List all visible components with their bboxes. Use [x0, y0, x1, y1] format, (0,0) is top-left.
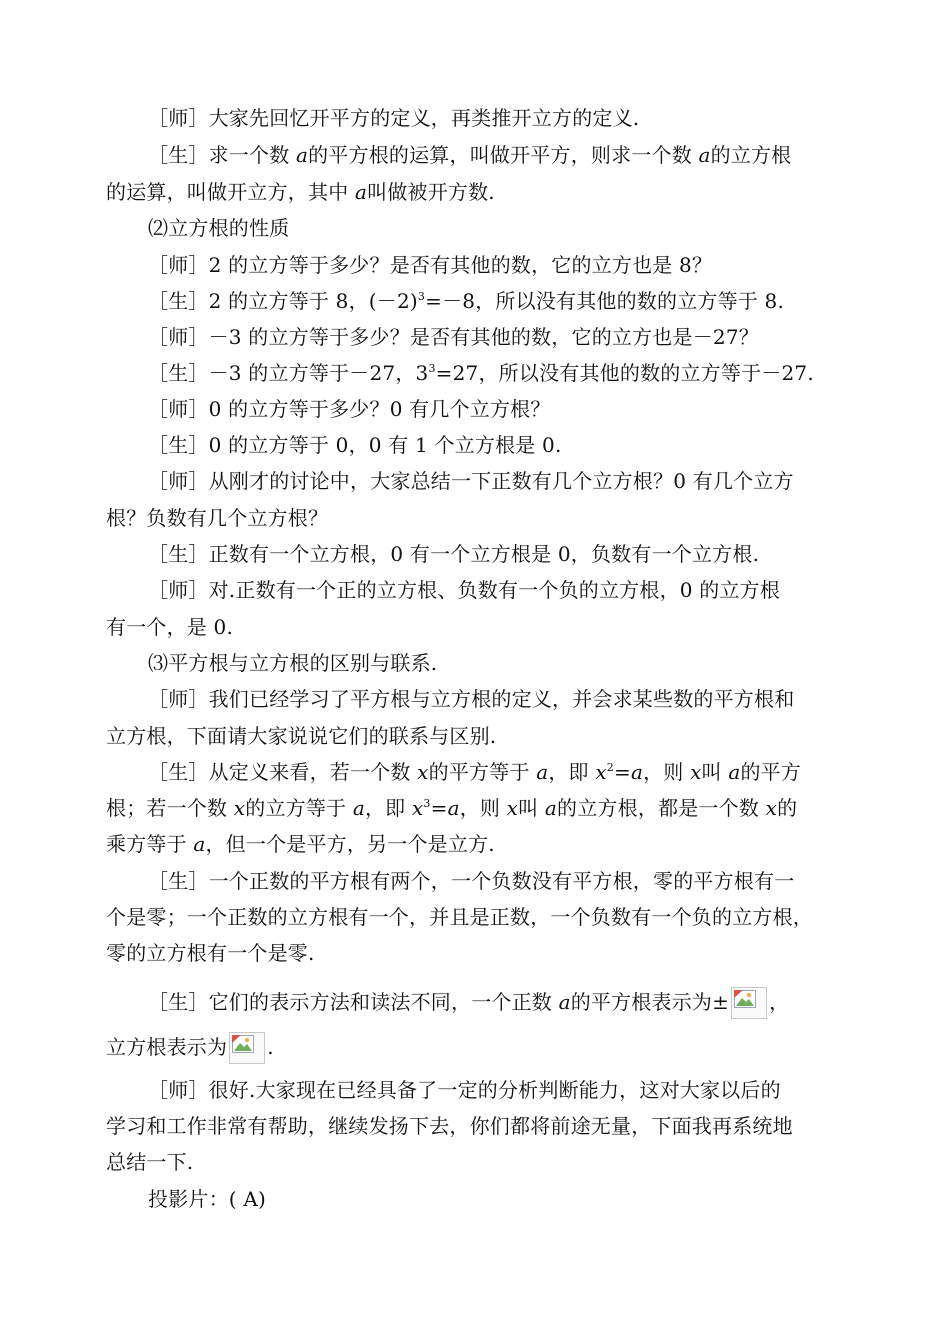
paragraph-student-6: ［生］从定义来看，若一个数 x的平方等于 a，即 $x^2=a$，则 x叫 a的平方 [148, 760, 802, 784]
paragraph-teacher-5: ［师］从刚才的讨论中，大家总结一下正数有几个立方根？0 有几个立方 [148, 469, 794, 493]
paragraph-student-1: ［生］求一个数 a的平方根的运算，叫做开平方，则求一个数 a的立方根 [148, 143, 792, 167]
paragraph-student-8-cont: 立方根表示为 . [106, 1030, 846, 1064]
paragraph-teacher-8-cont2: 总结一下. [106, 1150, 194, 1174]
speaker-tag: ［师］ [148, 397, 209, 421]
paragraph-student-7-cont: 个是零；一个正数的立方根有一个，并且是正数，一个负数有一个负的立方根， [106, 905, 813, 929]
paragraph-teacher-3: ［师］－3 的立方等于多少？是否有其他的数，它的立方也是－27？ [148, 325, 759, 349]
speaker-tag: ［生］ [148, 361, 209, 385]
paragraph-student-8: ［生］它们的表示方法和读法不同，一个正数 a的平方根表示为± ， [148, 985, 848, 1019]
paragraph-student-7-cont2: 零的立方根有一个是零. [106, 941, 315, 965]
broken-image-icon [229, 1032, 265, 1064]
paragraph-student-3: ［生］－3 的立方等于－27，$3^3=27$，所以没有其他的数的立方等于－27. [148, 361, 814, 385]
speaker-tag: ［师］ [148, 687, 209, 711]
speaker-tag: ［生］ [148, 289, 209, 313]
paragraph-student-6-cont: 根；若一个数 x的立方等于 a，即 $x^3=a$，则 x叫 a的立方根，都是一个数 x的 [106, 796, 798, 820]
speaker-tag: ［生］ [148, 760, 209, 784]
paragraph-student-7: ［生］一个正数的平方根有两个，一个负数没有平方根，零的平方根有一 [148, 869, 795, 893]
paragraph-teacher-8-cont: 学习和工作非常有帮助，继续发扬下去，你们都将前途无量，下面我再系统地 [106, 1114, 793, 1138]
speaker-tag: ［生］ [148, 869, 209, 893]
speaker-tag: ［师］ [148, 106, 209, 130]
paragraph-teacher-6-cont: 有一个，是 0. [106, 615, 234, 639]
speaker-tag: ［师］ [148, 469, 209, 493]
paragraph-teacher-1: ［师］大家先回忆开平方的定义，再类推开立方的定义. [148, 106, 640, 130]
paragraph-teacher-7-cont: 立方根，下面请大家说说它们的联系与区别. [106, 724, 497, 748]
speaker-tag: ［师］ [148, 325, 209, 349]
speaker-tag: ［师］ [148, 1078, 209, 1102]
paragraph-teacher-6: ［师］对.正数有一个正的立方根、负数有一个负的立方根，0 的立方根 [148, 578, 781, 602]
paragraph-teacher-4: ［师］0 的立方等于多少？0 有几个立方根？ [148, 397, 551, 421]
speaker-tag: ［师］ [148, 578, 209, 602]
paragraph-student-1-cont: 的运算，叫做开立方，其中 a叫做被开方数. [106, 180, 495, 204]
paragraph-teacher-2: ［师］2 的立方等于多少？是否有其他的数，它的立方也是 8？ [148, 253, 713, 277]
paragraph-student-2: ［生］2 的立方等于 8，$(-2)^3=-8$，所以没有其他的数的立方等于 8. [148, 289, 785, 313]
speaker-tag: ［生］ [148, 542, 209, 566]
paragraph-student-6-cont2: 乘方等于 a，但一个是平方，另一个是立方. [106, 832, 495, 856]
speaker-tag: ［生］ [148, 143, 209, 167]
paragraph-teacher-7: ［师］我们已经学习了平方根与立方根的定义，并会求某些数的平方根和 [148, 687, 795, 711]
paragraph-teacher-8: ［师］很好.大家现在已经具备了一定的分析判断能力，这对大家以后的 [148, 1078, 781, 1102]
speaker-tag: ［师］ [148, 253, 209, 277]
speaker-tag: ［生］ [148, 433, 209, 457]
paragraph-student-5: ［生］正数有一个立方根，0 有一个立方根是 0，负数有一个立方根. [148, 542, 760, 566]
slide-label: 投影片：( A) [148, 1187, 267, 1211]
paragraph-student-4: ［生］0 的立方等于 0，0 有 1 个立方根是 0. [148, 433, 562, 457]
section-heading-2: ⑵立方根的性质 [148, 216, 290, 240]
speaker-tag: ［生］ [148, 990, 209, 1014]
broken-image-icon [731, 987, 767, 1019]
paragraph-teacher-5-cont: 根？负数有几个立方根？ [106, 506, 329, 530]
section-heading-3: ⑶平方根与立方根的区别与联系. [148, 651, 438, 675]
